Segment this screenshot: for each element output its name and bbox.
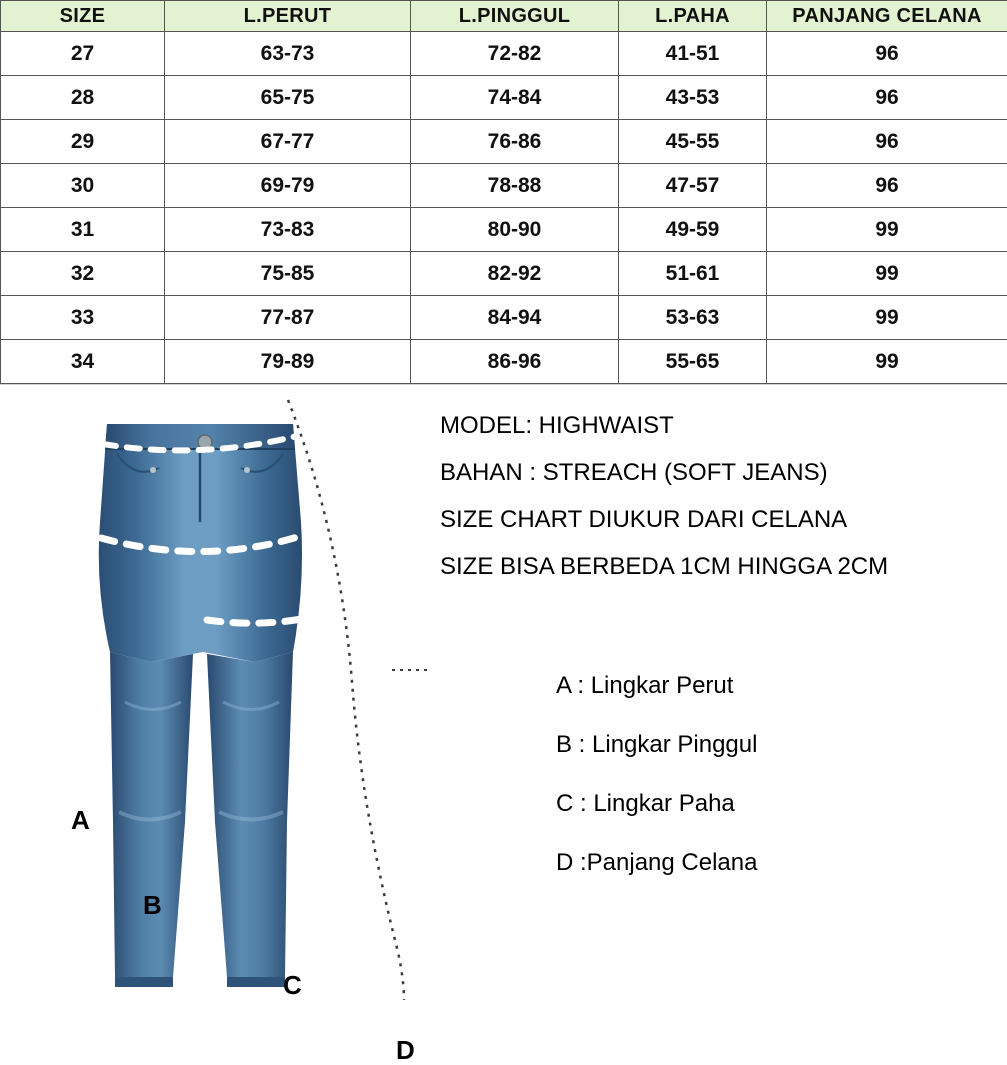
cell-panjang: 96	[767, 120, 1007, 164]
info-line-model: MODEL: HIGHWAIST	[440, 412, 1000, 440]
measurement-guide-panel	[0, 384, 1007, 1016]
cell-panjang: 99	[767, 340, 1007, 384]
table-row	[1, 120, 1007, 164]
cell-lperut: 67-77	[165, 120, 411, 164]
cell-size: 29	[1, 120, 165, 164]
cell-lpaha: 51-61	[619, 252, 767, 296]
info-line-sizechart: SIZE CHART DIUKUR DARI CELANA	[440, 506, 1000, 534]
cell-lperut: 75-85	[165, 252, 411, 296]
cell-lperut: 65-75	[165, 76, 411, 120]
cell-size: 33	[1, 296, 165, 340]
cell-panjang: 99	[767, 208, 1007, 252]
cell-size: 28	[1, 76, 165, 120]
info-line-tolerance: SIZE BISA BERBEDA 1CM HINGGA 2CM	[440, 553, 1000, 581]
cell-panjang: 99	[767, 296, 1007, 340]
marker-label-a: A	[71, 807, 90, 833]
cell-lpinggul: 80-90	[411, 208, 619, 252]
table-row	[1, 76, 1007, 120]
cell-lpaha: 55-65	[619, 340, 767, 384]
jeans-photo-area	[0, 392, 430, 1016]
marker-label-b: B	[143, 892, 162, 918]
legend-item-d: D :Panjang Celana	[556, 849, 996, 877]
legend-item-c: C : Lingkar Paha	[556, 790, 996, 818]
cell-lpinggul: 74-84	[411, 76, 619, 120]
table-header-row	[1, 1, 1007, 32]
cell-lpinggul: 76-86	[411, 120, 619, 164]
column-header-lpaha: L.PAHA	[619, 1, 767, 32]
marker-label-c: C	[283, 972, 302, 998]
cell-panjang: 96	[767, 76, 1007, 120]
cell-lpinggul: 84-94	[411, 296, 619, 340]
cell-lperut: 79-89	[165, 340, 411, 384]
cell-lpinggul: 82-92	[411, 252, 619, 296]
cell-lpaha: 53-63	[619, 296, 767, 340]
cell-lpaha: 43-53	[619, 76, 767, 120]
cell-lperut: 63-73	[165, 32, 411, 76]
panel-divider	[0, 384, 1007, 385]
product-info-block	[440, 412, 1000, 600]
cell-lperut: 73-83	[165, 208, 411, 252]
column-header-size: SIZE	[1, 1, 165, 32]
table-row	[1, 32, 1007, 76]
cell-lpinggul: 78-88	[411, 164, 619, 208]
table-row	[1, 296, 1007, 340]
cell-size: 31	[1, 208, 165, 252]
table-row	[1, 340, 1007, 384]
cell-lperut: 77-87	[165, 296, 411, 340]
cell-panjang: 96	[767, 32, 1007, 76]
legend-item-b: B : Lingkar Pinggul	[556, 731, 996, 759]
cell-size: 30	[1, 164, 165, 208]
cell-size: 34	[1, 340, 165, 384]
info-line-bahan: BAHAN : STREACH (SOFT JEANS)	[440, 459, 1000, 487]
legend-item-a: A : Lingkar Perut	[556, 672, 996, 700]
marker-label-d: D	[396, 1037, 415, 1063]
cell-lperut: 69-79	[165, 164, 411, 208]
table-row	[1, 164, 1007, 208]
cell-lpinggul: 86-96	[411, 340, 619, 384]
size-chart-table	[0, 0, 1007, 384]
measure-line-d	[288, 400, 404, 1000]
cell-lpaha: 49-59	[619, 208, 767, 252]
column-header-lperut: L.PERUT	[165, 1, 411, 32]
table-row	[1, 208, 1007, 252]
cell-lpinggul: 72-82	[411, 32, 619, 76]
cell-lpaha: 45-55	[619, 120, 767, 164]
cell-panjang: 96	[767, 164, 1007, 208]
length-measure-overlay	[0, 392, 430, 1016]
column-header-lpinggul: L.PINGGUL	[411, 1, 619, 32]
cell-size: 32	[1, 252, 165, 296]
table-row	[1, 252, 1007, 296]
measurement-legend	[556, 672, 996, 908]
cell-panjang: 99	[767, 252, 1007, 296]
cell-lpaha: 47-57	[619, 164, 767, 208]
cell-size: 27	[1, 32, 165, 76]
column-header-panjang-celana: PANJANG CELANA	[767, 1, 1007, 32]
cell-lpaha: 41-51	[619, 32, 767, 76]
